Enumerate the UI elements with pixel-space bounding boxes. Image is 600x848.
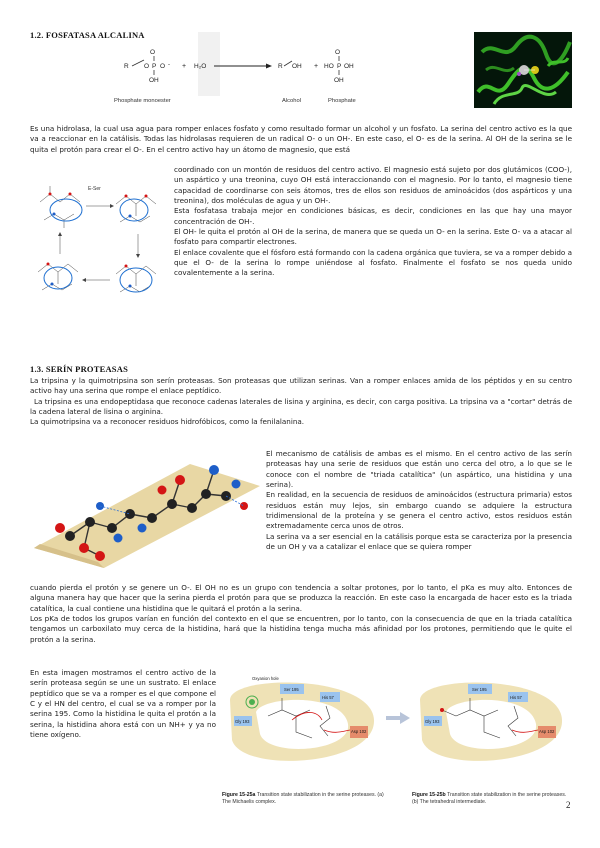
fig-b-ser195: Ser 195 (472, 687, 487, 692)
serin-paragraph-1: La tripsina y la quimotripsina son serín proteasas. Son proteasas que utilizan serinas. Van a romper enlaces amida de los péptidos y en su centro activo hay una serina que rompe el enlace peptídico. (30, 376, 572, 396)
phosphate-label: Phosphate (328, 98, 356, 104)
svg-text:OH: OH (334, 77, 344, 84)
phosphatase-mechanism-diagram (30, 180, 170, 322)
svg-text:HO: HO (324, 63, 334, 70)
fosfatasa-paragraph-3: Esta fosfatasa trabaja mejor en condiciones básicas, es decir, condiciones en las que hay una mayor concentración de OH-. (174, 206, 572, 226)
serin-right-column (266, 449, 572, 552)
svg-text:O: O (144, 63, 150, 70)
serin-intro-block (30, 376, 572, 428)
section-heading-serin: 1.3. SERÍN PROTEASAS (30, 364, 128, 374)
svg-text:O: O (335, 49, 341, 56)
e-ser-label: E-Ser (88, 186, 101, 192)
fig-a-caption (222, 792, 384, 805)
fig-a-ser195: Ser 195 (284, 687, 299, 692)
fig-a-his57: His 57 (322, 695, 334, 700)
fig-a-asp102: Asp 102 (351, 729, 367, 734)
serin-paragraph-4: El mecanismo de catálisis de ambas es el mismo. En el centro activo de las serín proteasas hay una serie de residuos que están uno cerca del otro, a lo que se le conoce con el nombre de "triada catalítica" (un aspártico, una histidina y una serina). (266, 449, 572, 490)
figure-15-25a (222, 670, 384, 805)
svg-text:-: - (168, 62, 170, 68)
svg-text:P: P (337, 63, 342, 70)
fig-b-asp102: Asp 102 (539, 729, 555, 734)
catalytic-triad-model-image (30, 456, 262, 568)
section-heading-fosfatasa: 1.2. FOSFATASA ALCALINA (30, 30, 145, 40)
svg-text:R: R (278, 63, 283, 70)
fosfatasa-paragraph-5: El enlace covalente que el fósforo está formando con la cadena orgánica que tuviera, se va a romper debido a que el O- de la serina lo rompe uniéndose al fosfato. Finalmente el fosfato se nos queda unido covalentemente a la serina. (174, 247, 572, 278)
fosfatasa-right-column (174, 165, 572, 279)
fig-b-caption-text: Transition state stabilization in the serine proteases. (b) The tetrahedral intermediate. (412, 792, 567, 805)
fig-b-gly193: Gly 193 (425, 719, 440, 724)
fig-a-gly193: Gly 193 (235, 719, 250, 724)
water-label: H₂O (194, 63, 207, 70)
fig-b-caption-bold: Figure 15-25b (412, 792, 446, 798)
fig-a-caption-text: Transition state stabilization in the serine proteases. (a) The Michaelis complex. (222, 792, 384, 805)
serin-paragraph-5: En realidad, en la secuencia de residuos de aminoácidos (estructura primaria) estos residuos están muy lejos, sin embargo cuando se adquiere la estructura tridimensional de la proteína y se genera el centro activo, estos residuos están extremadamente cerca unos de otros. (266, 490, 572, 531)
page-number: 2 (566, 800, 571, 810)
svg-text:OH: OH (149, 77, 159, 84)
serin-paragraph-8: En esta imagen mostramos el centro activo de la serín proteasa según se une un sustrato. El enlace peptídico que se va a romper es el que compone el C y el HN del centro, el cual se va a romper por la serina 195. Como la histidina le quita el protón a la serina, la histidina ahora está con un NH+ y ya no tiene oxígeno. (30, 668, 216, 740)
svg-text:O: O (160, 63, 166, 70)
alcohol-label: Alcohol (282, 98, 302, 104)
tetrahedral-intermediate-diagram (412, 670, 572, 782)
fig-b-caption (412, 792, 572, 805)
serin-paragraph-2: La tripsina es una endopeptidasa que reconoce cadenas laterales de lisina y arginina, es decir, con carga positiva. La tripsina va a "cortar" detrás de la cadena lateral de lisina o arginina. (30, 396, 572, 417)
svg-text:P: P (152, 63, 157, 70)
alkaline-phosphatase-structure-image (474, 32, 572, 108)
svg-text:OH: OH (344, 63, 354, 70)
fosfatasa-paragraph-1: Es una hidrolasa, la cual usa agua para romper enlaces fosfato y como resultado formar un alcohol y un fosfato. La serina del centro activo es la que va a reaccionar en la catálisis. Todas las hidrolasas requieren de un radical O- o un OH-. En este caso, el O- es de la serina. Al OH de la serina se le quita el protón para crear el O-. En el centro activo hay un átomo de magnesio, que está (30, 124, 572, 154)
serin-paragraph-6b: cuando pierda el protón y se genere un O-. El OH no es un grupo con tendencia a soltar protones, por lo tanto, el pKa es muy alto. Entonces de alguna manera hay que hacer que la serina pierda el protón para que se produzca la reacción. En este caso la encargada de hacer esto es la triada catalítica, la cual contiene una histidina que le quitará el protón a la serina. (30, 583, 572, 613)
fosfatasa-paragraph-4: El OH- le quita el protón al OH de la serina, de manera que se queda un O- en la serina. Este O- va a atacar al fosfato para compartir electrones. (174, 227, 572, 247)
fig-a-caption-bold: Figure 15-25a (222, 792, 256, 798)
svg-text:R: R (124, 63, 129, 70)
phosphatase-reaction-scheme (90, 30, 390, 108)
fig-a-oxyanion: Oxyanion hole (252, 676, 279, 681)
serin-full-block (30, 583, 572, 645)
michaelis-complex-diagram (222, 670, 384, 782)
fosfatasa-paragraph-2: coordinado con un montón de residuos del centro activo. El magnesio está sujeto por dos glutámicos (COO-), un aspártico y una treonina, cuyo OH está interaccionando con el magnesio. Por lo tanto, el magnesio tiene capacidad de coordinarse con seis átomos, tres de ellos son residuos de aminoácidos (dos aspárticos y una treonina), dos moléculas de agua y un OH-. (174, 165, 572, 206)
fig-b-his57: His 57 (510, 695, 522, 700)
serin-paragraph-3: La quimotripsina va a reconocer residuos hidrofóbicos, como la fenilalanina. (30, 417, 305, 427)
serin-paragraph-6a: La serina va a ser esencial en la catálisis porque esta se caracteriza por la presencia de un OH y va a catalizar el enlace que se quiera romper (266, 531, 572, 552)
plus-sign: + (182, 63, 187, 70)
figure-transition-arrow (386, 712, 410, 724)
serin-paragraph-7: Los pKa de todos los grupos varían en función del contexto en el que se encuentren, por lo tanto, con la consecuencia de que en la triada catalítica tengamos un carboxilato muy cerca de la histidina, hará que la histidina tenga mucha más afinidad por los protones, permitiendo que le quite el protón a la serina. (30, 614, 572, 644)
figure-15-25b (412, 670, 572, 805)
svg-text:OH: OH (292, 63, 302, 70)
ester-label: Phosphate monoester (114, 98, 171, 104)
plus-sign-2: + (314, 63, 319, 70)
svg-text:O: O (150, 49, 156, 56)
